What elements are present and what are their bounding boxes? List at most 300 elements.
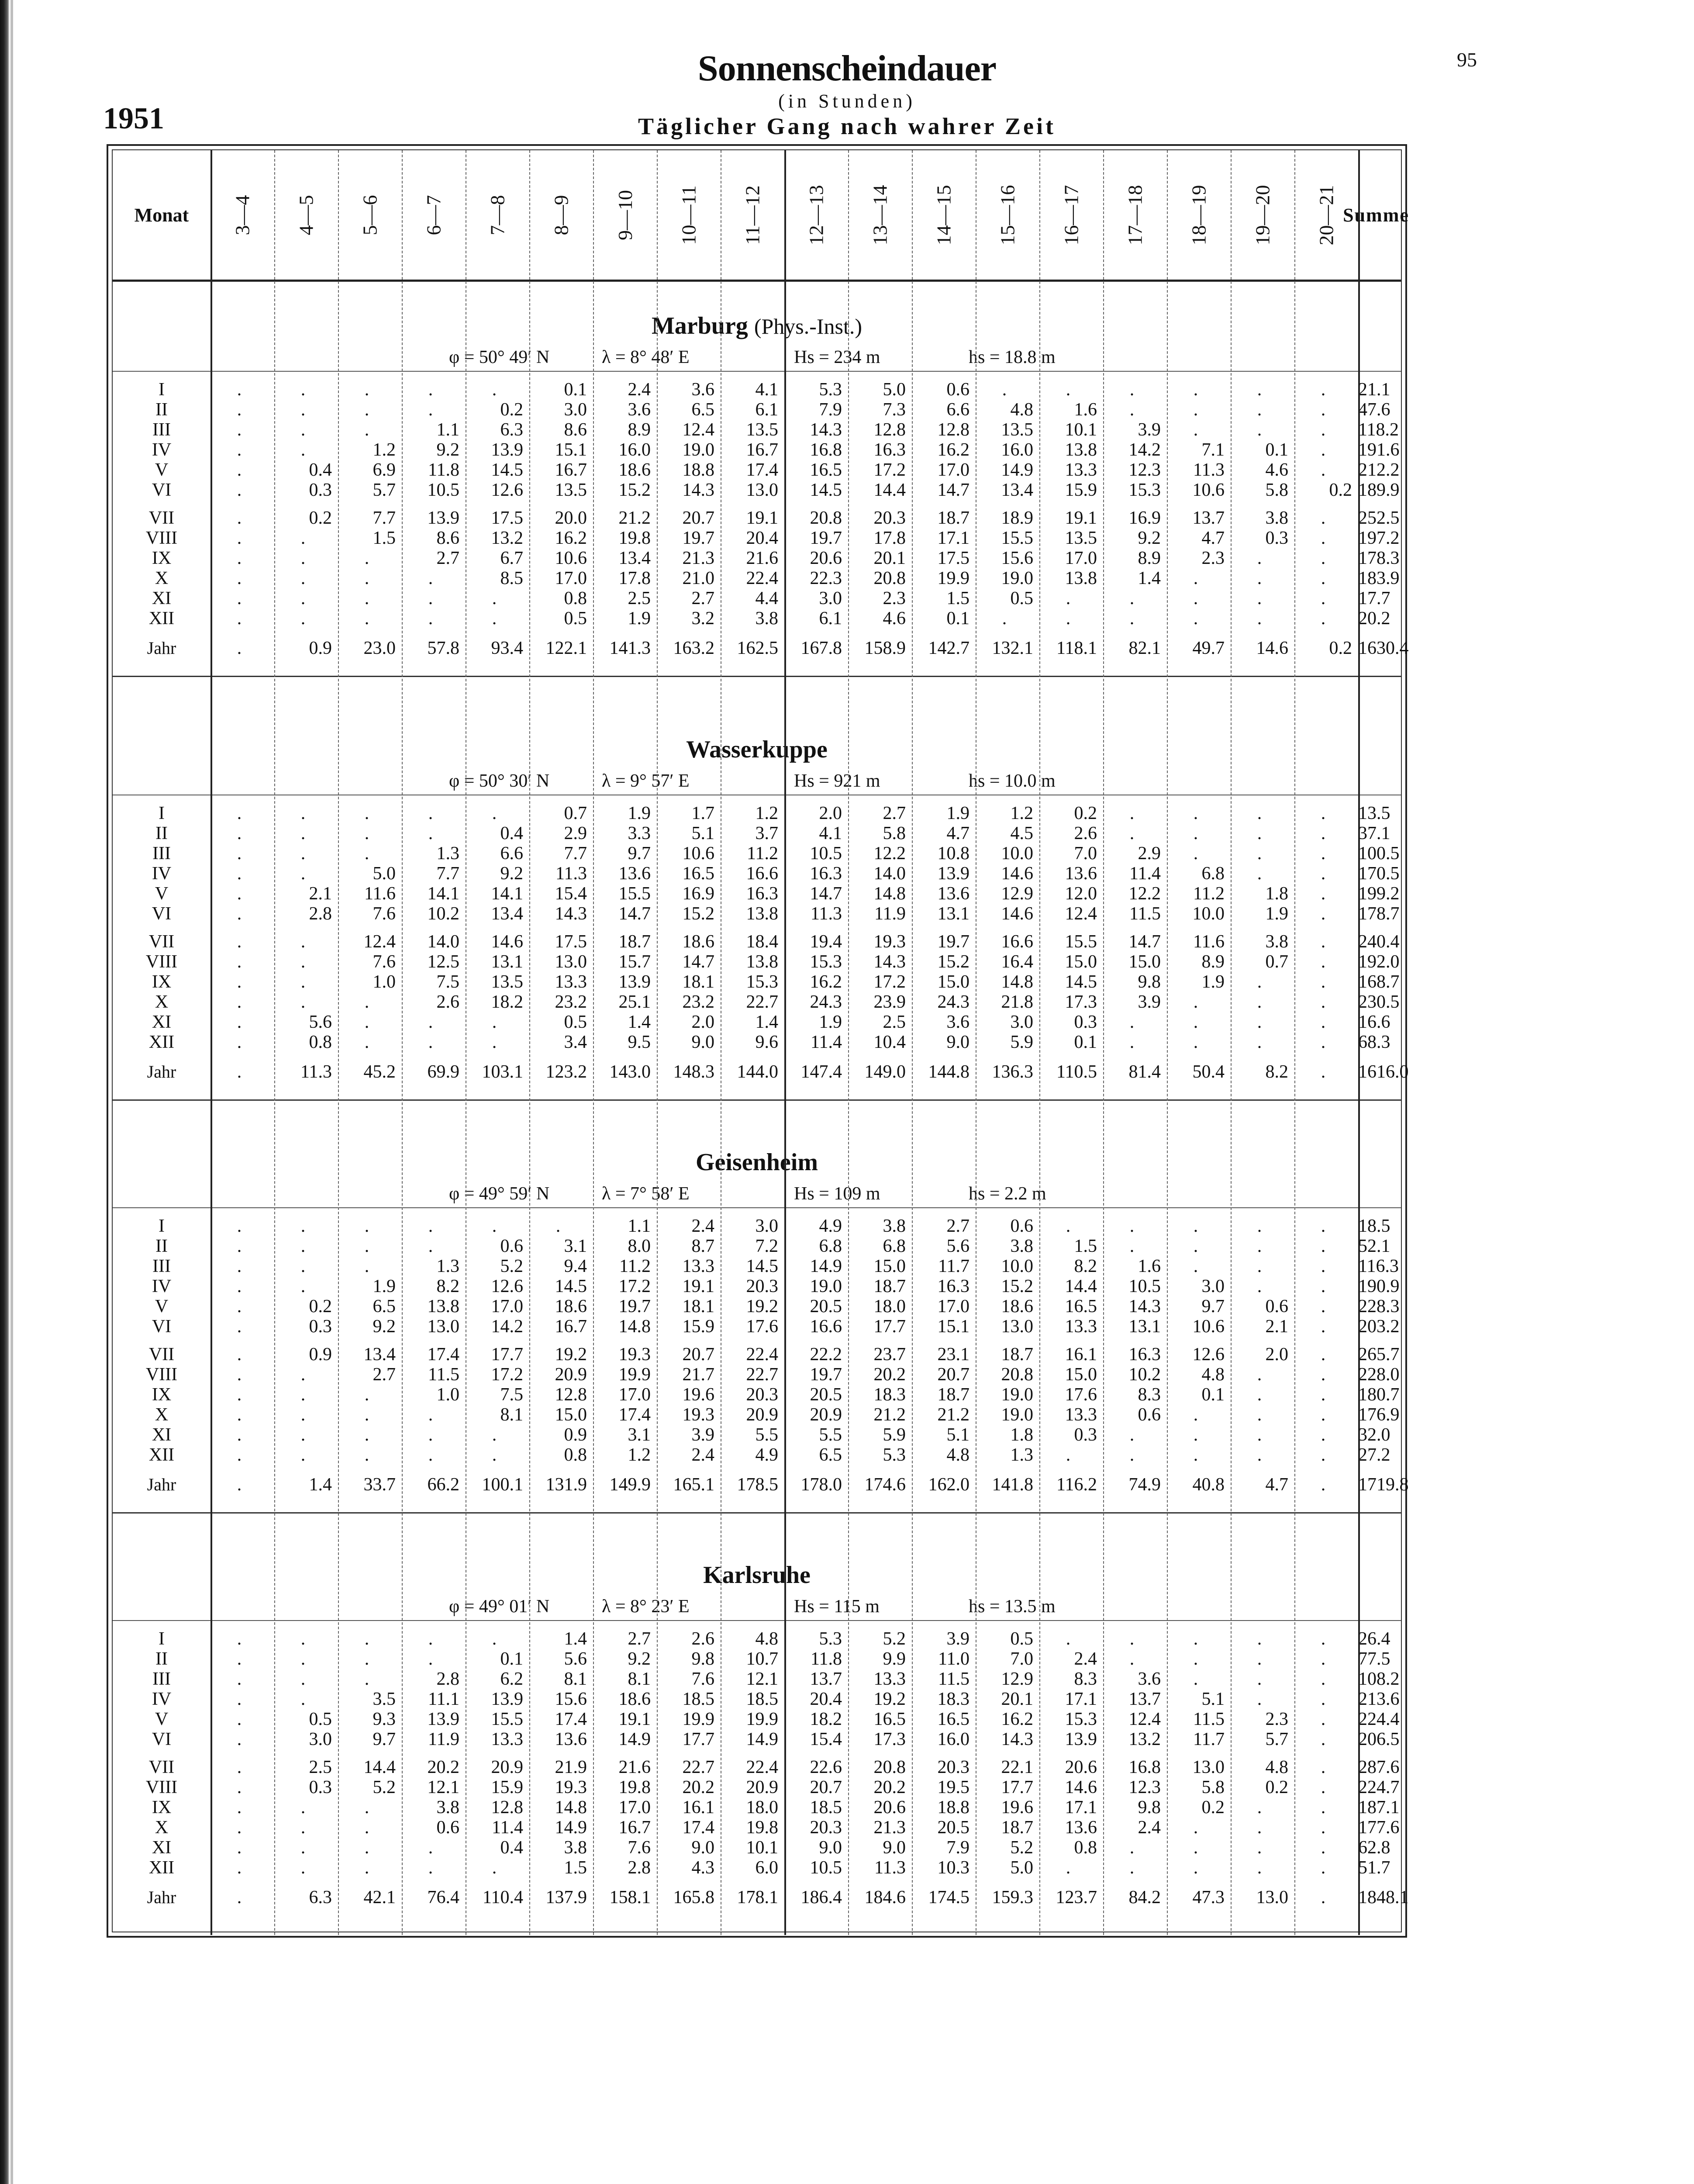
row-value: 9.7 [628,843,651,864]
row-value: 19.3 [873,932,906,952]
coord-phi: φ = 50° 49′ N [449,347,550,367]
row-value: 12.8 [873,420,906,440]
row-month: Jahr [147,1475,176,1494]
coord-hs: hs = 18.8 m [969,347,1056,367]
row-value: . [237,1887,242,1908]
row-value: . [237,440,242,460]
row-value: 18.6 [555,1296,587,1317]
row-value: 3.1 [564,1236,587,1256]
row-value: 20.4 [746,528,778,548]
row-value: 18.3 [937,1689,969,1709]
row-value: 13.1 [937,904,969,924]
row-value: . [1193,1405,1198,1425]
row-value: 14.8 [1001,972,1033,992]
header-monat: Monat [134,204,189,226]
row-value: 0.8 [1074,1838,1097,1858]
header-hour [1103,150,1167,280]
row-value: 12.5 [427,952,459,972]
row-value: 14.5 [555,1276,587,1296]
row-value: . [1257,1425,1262,1445]
row-value: 12.1 [746,1669,778,1689]
row-value: 13.5 [746,420,778,440]
row-value: 3.9 [946,1629,969,1649]
row-value: 7.0 [1074,843,1097,864]
row-value: 10.3 [937,1858,969,1878]
coord-lambda: λ = 8° 23′ E [602,1597,690,1617]
row-value: 9.0 [691,1032,714,1052]
row-value: . [364,1425,369,1445]
row-value: 20.6 [1065,1757,1097,1777]
row-value: 11.3 [300,1062,332,1082]
row-value: 17.5 [491,508,523,528]
row-value: 16.3 [810,864,842,884]
row-month: III [152,843,171,864]
row-value: 17.2 [491,1365,523,1385]
row-value: . [364,400,369,420]
row-value: 13.2 [1128,1729,1161,1749]
row-value: 22.1 [1001,1757,1033,1777]
row-value: . [492,1425,497,1445]
column-rule [1167,150,1168,1935]
row-value: 17.4 [746,460,778,480]
row-value: . [300,823,306,843]
table-row [113,1818,1401,1838]
table-row [113,1709,1401,1729]
row-value: 19.7 [682,528,714,548]
row-value: 148.3 [673,1062,714,1082]
row-value: 10.6 [1192,1317,1225,1337]
row-value: 132.1 [992,638,1033,658]
row-value: 14.8 [555,1797,587,1818]
row-value: 19.0 [1001,1405,1033,1425]
row-value: 3.6 [628,400,651,420]
row-month: X [155,1405,169,1425]
row-month: V [155,1296,169,1317]
row-value: 21.8 [1001,992,1033,1012]
row-value: 103.1 [482,1062,523,1082]
row-value: 5.1 [691,823,714,843]
row-value: 15.5 [1001,528,1033,548]
row-value: . [1321,588,1326,608]
row-value: 22.7 [682,1757,714,1777]
row-value: 0.7 [1265,952,1288,972]
header-hour-label: 5—6 [359,195,381,235]
row-value: . [237,1797,242,1818]
row-value: 13.0 [1001,1317,1033,1337]
row-value: . [1129,1236,1135,1256]
row-value: 20.5 [810,1296,842,1317]
row-sum: 108.2 [1358,1669,1400,1689]
row-value: 14.4 [1065,1276,1097,1296]
row-value: 14.5 [1065,972,1097,992]
row-value: 2.0 [819,803,842,823]
row-value: 9.2 [500,864,523,884]
row-value: 110.4 [483,1887,523,1908]
row-value: . [1257,1365,1262,1385]
row-value: 20.5 [810,1385,842,1405]
row-value: 14.6 [1001,864,1033,884]
row-value: . [1129,1425,1135,1445]
row-value: . [364,1256,369,1276]
row-value: 7.9 [946,1838,969,1858]
row-month: V [155,884,169,904]
table-row [113,1649,1401,1669]
row-value: 6.3 [309,1887,332,1908]
row-value: 16.2 [1001,1709,1033,1729]
row-value: 0.2 [309,508,332,528]
row-value: . [1129,400,1135,420]
row-value: 0.2 [1265,1777,1288,1797]
row-value: 6.6 [500,843,523,864]
row-value: . [1321,1276,1326,1296]
row-value: 13.8 [427,1296,459,1317]
row-value: 19.0 [1001,1385,1033,1405]
table-row [113,1757,1401,1777]
row-value: 15.3 [810,952,842,972]
row-month: VII [148,1757,175,1777]
row-sum: 265.7 [1358,1344,1400,1365]
row-sum: 176.9 [1358,1405,1400,1425]
row-value: 14.9 [810,1256,842,1276]
row-value: 21.3 [682,548,714,568]
row-value: 20.7 [937,1365,969,1385]
row-value: 6.9 [373,460,396,480]
row-value: . [1321,1385,1326,1405]
row-value: 18.3 [873,1385,906,1405]
row-value: 9.8 [691,1649,714,1669]
row-value: 12.2 [873,843,906,864]
row-value: 9.0 [691,1838,714,1858]
row-value: 149.9 [609,1475,651,1495]
row-value: 0.1 [1074,1032,1097,1052]
row-value: . [1321,1216,1326,1236]
row-value: . [300,932,306,952]
row-value: . [364,1838,369,1858]
row-value: . [300,1445,306,1465]
row-value: 21.2 [618,508,651,528]
row-value: 22.2 [810,1344,842,1365]
row-value: 17.7 [491,1344,523,1365]
row-value: . [492,1216,497,1236]
row-value: . [1193,843,1198,864]
table-row [113,440,1401,460]
row-value: 5.6 [946,1236,969,1256]
column-rule [848,150,849,1935]
row-value: . [1257,803,1262,823]
row-sum: 178.3 [1358,548,1400,568]
row-value: 1.6 [1138,1256,1161,1276]
row-value: 18.6 [618,1689,651,1709]
row-value: . [1257,400,1262,420]
row-value: 1.9 [1265,904,1288,924]
row-value: 18.1 [682,1296,714,1317]
row-value: 0.2 [309,1296,332,1317]
header-hour [1231,150,1294,280]
row-sum: 199.2 [1358,884,1400,904]
row-value: . [237,380,242,400]
row-value: 13.5 [491,972,523,992]
row-value: 22.6 [810,1757,842,1777]
row-value: 20.8 [1001,1365,1033,1385]
row-value: . [1321,843,1326,864]
row-value: 12.8 [937,420,969,440]
row-value: 22.7 [746,1365,778,1385]
row-value: . [1257,1689,1262,1709]
row-value: 10.2 [427,904,459,924]
row-value: 8.2 [1074,1256,1097,1276]
row-value: 17.2 [873,972,906,992]
row-value: . [428,1032,433,1052]
row-value: . [428,1236,433,1256]
row-value: 17.4 [427,1344,459,1365]
header-hour-label: 19—20 [1251,185,1274,245]
row-month: VII [148,932,175,952]
row-value: 5.8 [1201,1777,1225,1797]
row-sum: 20.2 [1358,608,1390,629]
row-value: . [1321,1629,1326,1649]
row-value: 19.1 [618,1709,651,1729]
row-value: . [1129,1032,1135,1052]
row-value: 17.0 [491,1296,523,1317]
row-month: V [155,1709,169,1729]
row-value: 11.2 [1193,884,1225,904]
row-value: 141.3 [609,638,651,658]
row-value: 13.5 [1001,420,1033,440]
row-sum: 178.7 [1358,904,1400,924]
row-value: 14.8 [873,884,906,904]
row-value: 5.5 [819,1425,842,1445]
row-value: 2.5 [883,1012,906,1032]
row-sum: 118.2 [1358,420,1399,440]
row-value: . [300,400,306,420]
table-row [113,1838,1401,1858]
row-value: 15.4 [810,1729,842,1749]
row-value: 14.7 [1128,932,1161,952]
row-value: 1.9 [819,1012,842,1032]
row-value: 1.3 [436,1256,459,1276]
row-value: 20.3 [873,508,906,528]
row-sum: 51.7 [1358,1858,1390,1878]
row-month: IV [152,440,172,460]
table-inner-frame [112,149,1409,1932]
header-hour-label: 10—11 [677,185,700,245]
row-value: 3.6 [691,380,714,400]
row-value: 19.3 [618,1344,651,1365]
section-separator [113,1512,1401,1514]
row-value: 1.4 [755,1012,778,1032]
row-value: 14.6 [1065,1777,1097,1797]
header-hour-label: 12—13 [805,185,828,245]
row-value: . [428,1838,433,1858]
row-value: 14.5 [491,460,523,480]
row-value: . [1321,1818,1326,1838]
row-value: 7.6 [373,904,396,924]
header-hour [721,150,784,280]
row-value: 45.2 [363,1062,396,1082]
row-value: 4.5 [1010,823,1033,843]
row-value: 16.3 [873,440,906,460]
table-row [113,932,1401,952]
row-value: 81.4 [1128,1062,1161,1082]
row-month: II [155,823,168,843]
book-spine-shadow [0,0,10,2184]
row-value: 20.7 [682,1344,714,1365]
row-value: 8.9 [1138,548,1161,568]
row-value: 14.3 [682,480,714,500]
row-value: 19.6 [682,1385,714,1405]
row-value: 17.7 [873,1317,906,1337]
row-value: 20.8 [873,568,906,588]
table-row [113,1475,1409,1495]
row-value: 4.9 [819,1216,842,1236]
row-value: 5.1 [1201,1689,1225,1709]
row-value: 11.5 [938,1669,969,1689]
row-value: 3.0 [755,1216,778,1236]
row-value: 0.9 [309,638,332,658]
coord-phi: φ = 50° 30′ N [449,771,550,791]
row-value: 2.5 [628,588,651,608]
row-value: 3.8 [1010,1236,1033,1256]
row-value: . [1066,1858,1071,1878]
row-value: 165.1 [673,1475,714,1495]
row-value: 110.5 [1056,1062,1097,1082]
row-value: 0.3 [1074,1012,1097,1032]
row-value: . [1129,1012,1135,1032]
row-value: 19.7 [810,1365,842,1385]
row-value: 20.0 [555,508,587,528]
row-value: . [237,638,242,658]
row-value: 19.1 [682,1276,714,1296]
row-month: VII [148,508,175,528]
row-value: . [1193,568,1198,588]
station-section [113,281,1409,683]
station-title [113,1148,1401,1176]
row-value: 10.1 [746,1838,778,1858]
row-value: . [492,608,497,629]
header-hour [274,150,338,280]
row-value: 0.9 [309,1344,332,1365]
row-value: . [237,1729,242,1749]
row-value: 2.7 [946,1216,969,1236]
row-value: 123.7 [1056,1887,1097,1908]
row-value: 14.6 [491,932,523,952]
row-value: . [1321,528,1326,548]
header-summe: Summe [1343,204,1409,226]
row-value: 20.8 [873,1757,906,1777]
row-month: Jahr [147,638,176,658]
row-value: 42.1 [363,1887,396,1908]
row-value: 16.6 [746,864,778,884]
row-value: 15.2 [682,904,714,924]
header-hour-label: 7—8 [486,195,509,235]
row-value: 14.3 [873,952,906,972]
row-value: 7.5 [500,1385,523,1405]
row-value: 136.3 [992,1062,1033,1082]
row-value: . [1321,803,1326,823]
row-value: . [1321,952,1326,972]
row-value: . [1193,823,1198,843]
row-value: 13.9 [618,972,651,992]
row-value: 1.2 [373,440,396,460]
row-value: . [1129,1629,1135,1649]
row-sum: 252.5 [1358,508,1400,528]
row-value: 23.2 [555,992,587,1012]
table-row [113,1629,1401,1649]
row-value: 15.0 [873,1256,906,1276]
row-value: 5.8 [1265,480,1288,500]
row-value: . [1129,1838,1135,1858]
sunshine-table [107,144,1407,1938]
row-value: 10.0 [1001,1256,1033,1276]
table-row [113,1236,1401,1256]
row-value: . [1066,1445,1071,1465]
row-value: 14.0 [427,932,459,952]
row-value: 21.6 [618,1757,651,1777]
row-value: 15.6 [555,1689,587,1709]
row-month: VIII [145,1777,178,1797]
column-rule [338,150,339,1935]
row-value: 2.7 [883,803,906,823]
row-sum: 13.5 [1358,803,1390,823]
row-value: 22.3 [810,568,842,588]
row-value: 162.0 [928,1475,969,1495]
row-value: 17.4 [555,1709,587,1729]
row-month: XII [148,1032,175,1052]
row-value: 20.6 [810,548,842,568]
row-value: 17.5 [555,932,587,952]
table-row [113,1276,1401,1296]
station-section [113,1531,1409,1932]
row-value: 13.8 [746,952,778,972]
row-value: 19.4 [810,932,842,952]
row-value: 1.1 [628,1216,651,1236]
row-value: . [1257,972,1262,992]
row-value: 84.2 [1128,1887,1161,1908]
row-value: . [364,803,369,823]
row-value: . [1257,380,1262,400]
row-value: 1.4 [628,1012,651,1032]
row-value: . [1257,1445,1262,1465]
row-value: 8.1 [628,1669,651,1689]
row-value: . [364,1858,369,1878]
column-rule [210,150,212,1935]
table-row [113,1887,1409,1908]
row-value: . [428,1405,433,1425]
row-value: 18.1 [682,972,714,992]
row-value: . [1321,420,1326,440]
row-value: . [237,1689,242,1709]
row-value: . [364,1669,369,1689]
row-value: 20.4 [810,1689,842,1709]
row-value: . [237,1475,242,1495]
row-value: 3.0 [564,400,587,420]
row-value: . [1321,548,1326,568]
row-value: 9.9 [883,1649,906,1669]
coord-phi: φ = 49° 59′ N [449,1184,550,1204]
row-value: 4.8 [1201,1365,1225,1385]
row-value: 5.9 [883,1425,906,1445]
row-value: . [1193,1669,1198,1689]
row-value: . [300,843,306,864]
row-value: . [1321,1344,1326,1365]
row-value: 8.9 [1201,952,1225,972]
row-value: 22.4 [746,1757,778,1777]
row-value: 12.8 [491,1797,523,1818]
row-value: . [300,528,306,548]
row-value: 1.9 [628,803,651,823]
row-value: 13.3 [491,1729,523,1749]
row-value: 178.1 [737,1887,778,1908]
